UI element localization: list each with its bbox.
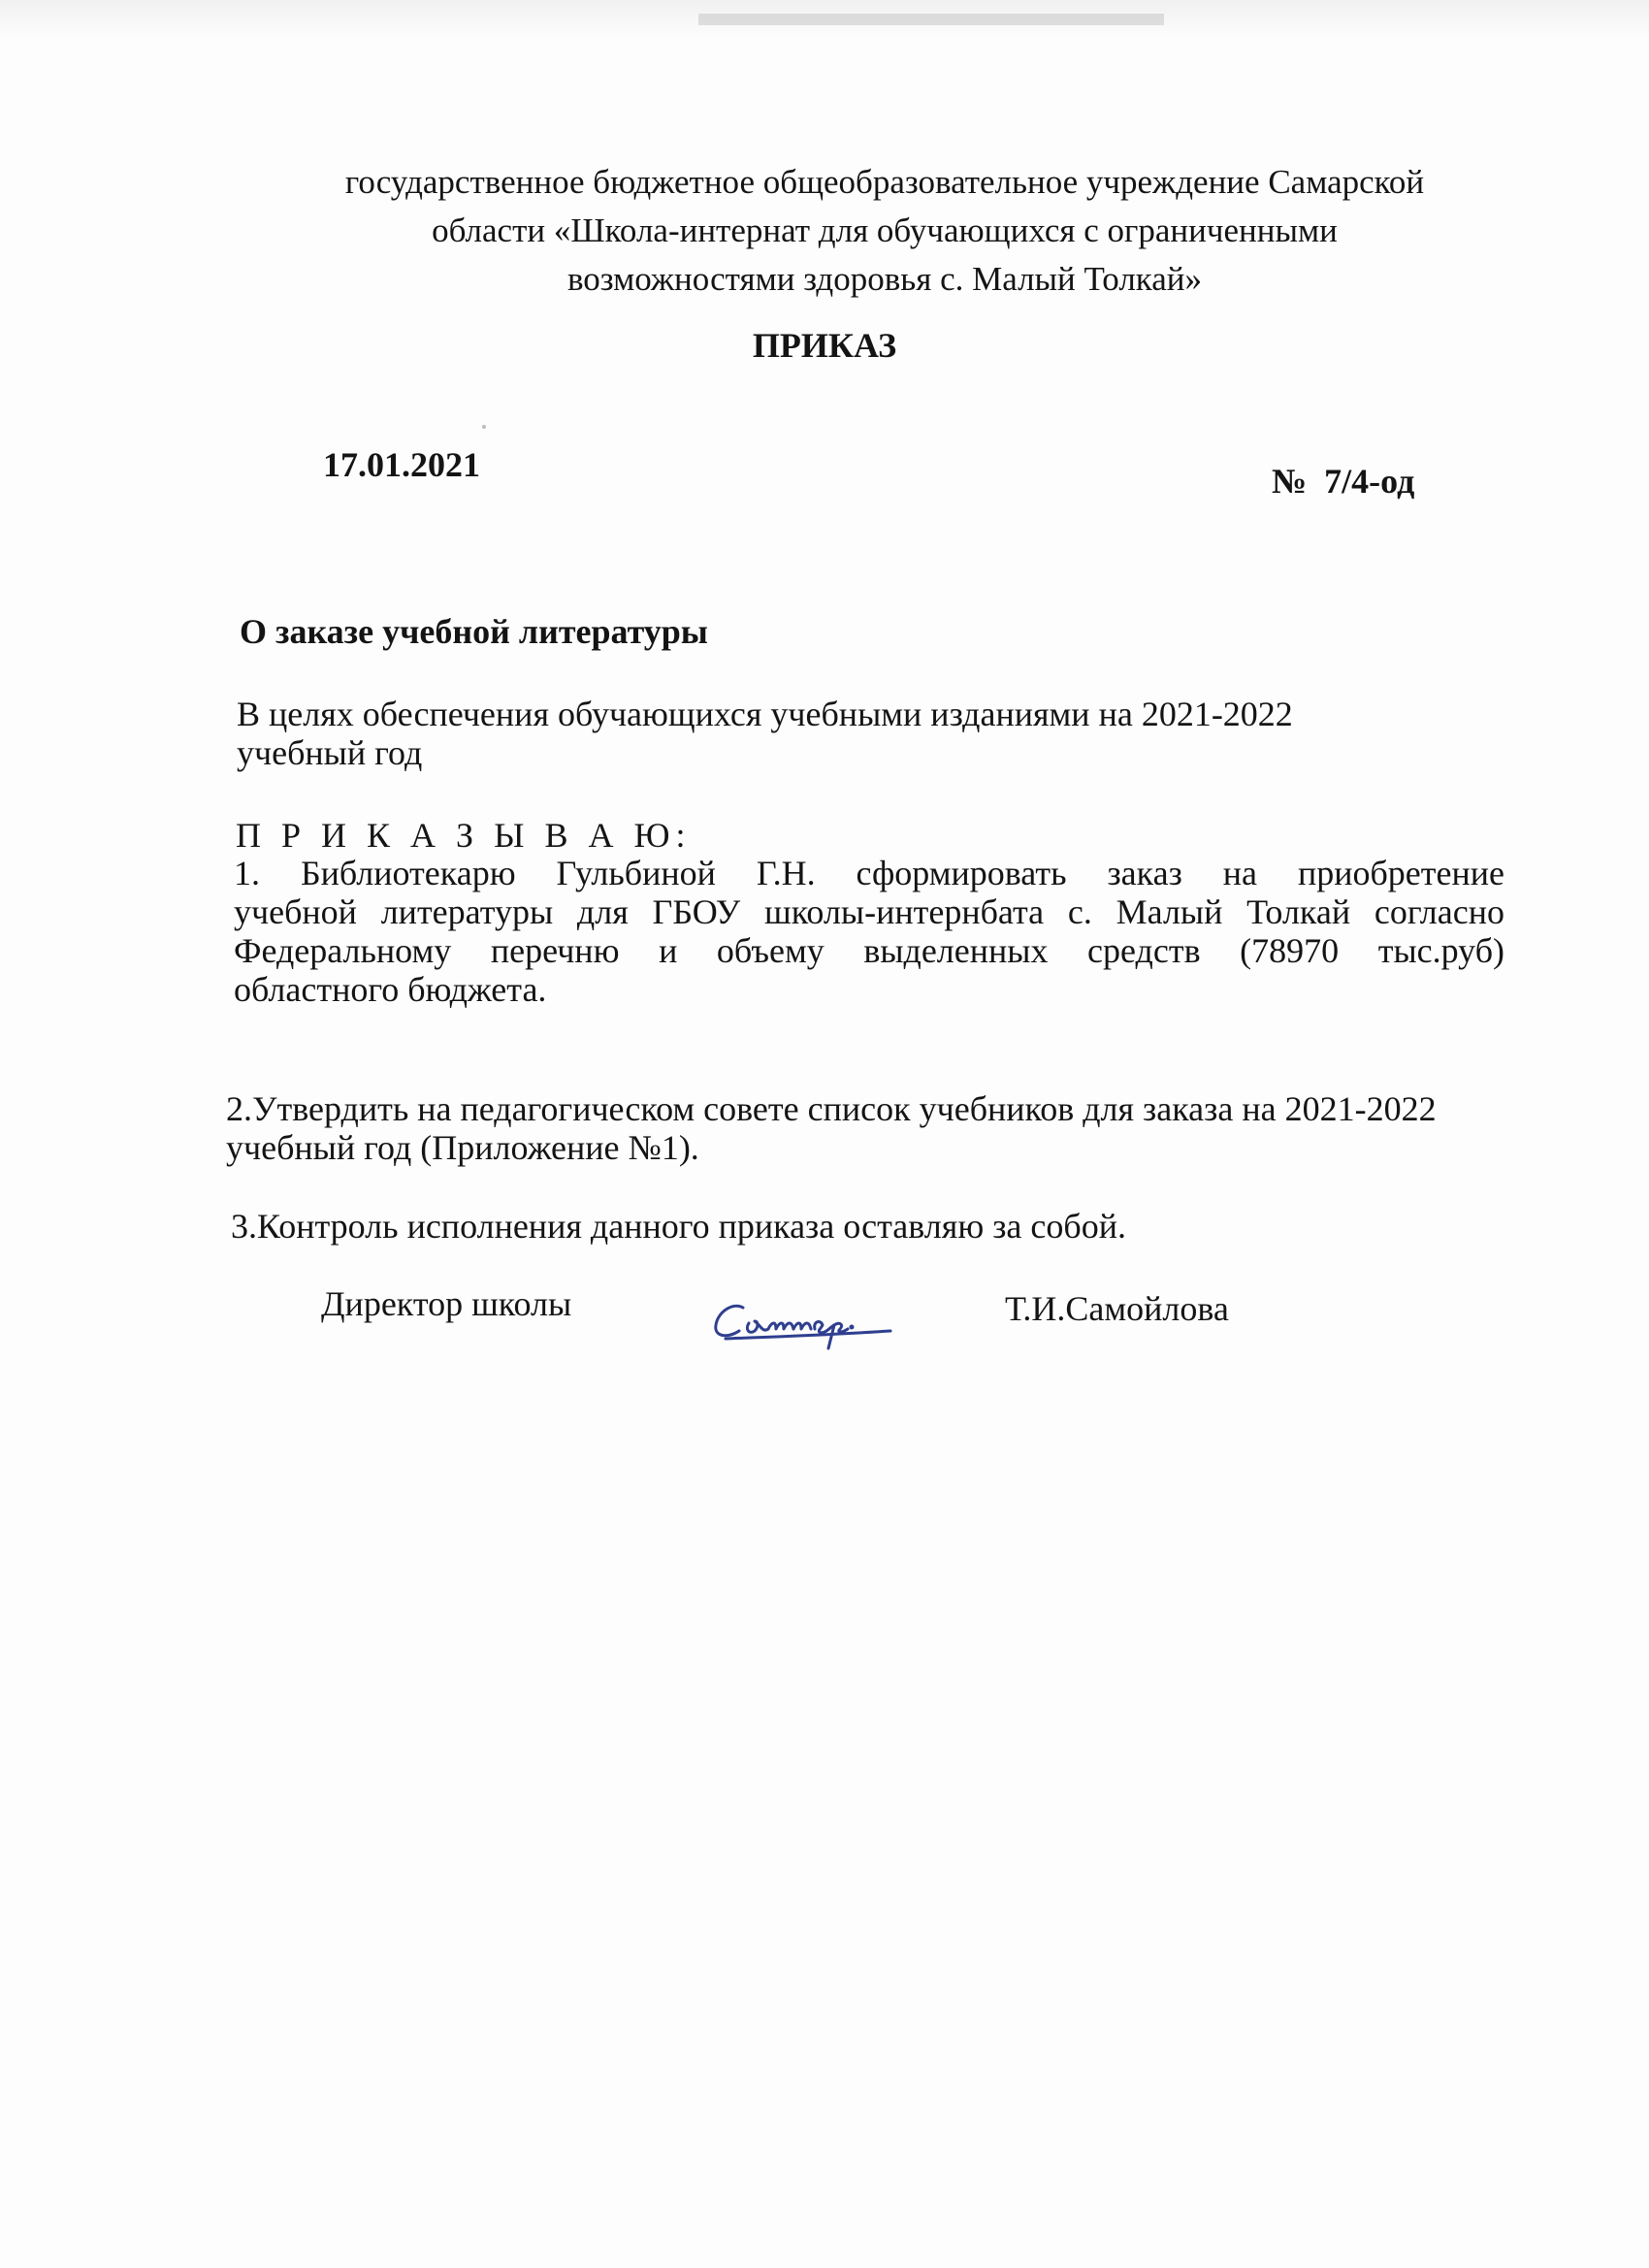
signatory-position: Директор школы: [321, 1284, 572, 1323]
item-1-line-3: Федеральному перечню и объему выделенных средств (78970 тыс.руб): [234, 931, 1504, 970]
header-line-2: области «Школа-интернат для обучающихся с ограниченными: [432, 211, 1338, 249]
scan-speck: [482, 425, 486, 429]
organization-header: [254, 158, 1515, 304]
order-item-3: 3.Контроль исполнения данного приказа оставляю за собой.: [231, 1207, 1126, 1246]
item-1-line-4: областного бюджета.: [234, 970, 547, 1009]
order-directive-word: П Р И К А З Ы В А Ю:: [236, 816, 692, 855]
order-date: 17.01.2021: [323, 445, 480, 484]
order-purpose: В целях обеспечения обучающихся учебными изданиями на 2021-2022 учебный год: [237, 695, 1293, 772]
header-line-1: государственное бюджетное общеобразовательное учреждение Самарской: [344, 163, 1425, 201]
order-subject: О заказе учебной литературы: [240, 612, 708, 651]
order-item-1: [234, 854, 1504, 1009]
signatory-name: Т.И.Самойлова: [1005, 1289, 1229, 1328]
order-number: № 7/4-од: [1272, 462, 1415, 501]
handwritten-signature: [706, 1279, 939, 1356]
scan-bleed-through: [698, 6, 1164, 35]
order-item-2: 2.Утвердить на педагогическом совете список учебников для заказа на 2021-2022 учебный год (Приложение №1).: [226, 1089, 1437, 1167]
item-1-line-2: учебной литературы для ГБОУ школы-интернбата с. Малый Толкай согласно: [234, 892, 1504, 931]
document-title: ПРИКАЗ: [752, 326, 897, 365]
item-1-line-1: 1. Библиотекарю Гульбиной Г.Н. сформировать заказ на приобретение: [234, 854, 1504, 892]
header-line-3: возможностями здоровья с. Малый Толкай»: [566, 260, 1203, 298]
